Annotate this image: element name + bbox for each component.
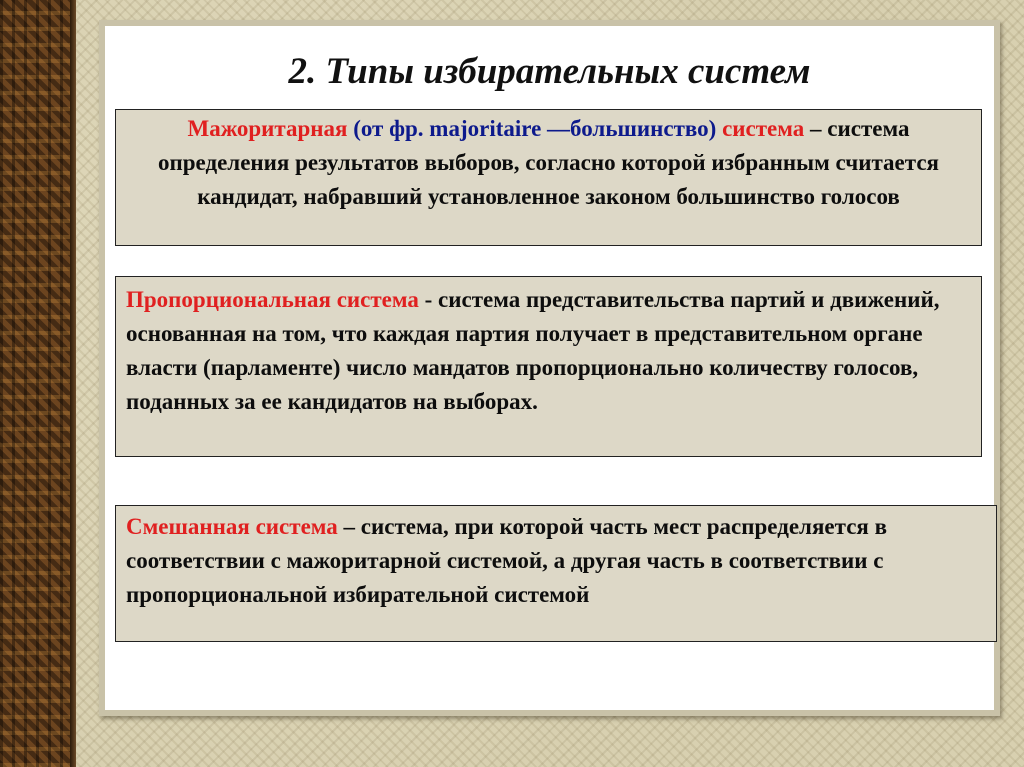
majoritarian-term-suffix: система: [722, 116, 805, 141]
majoritarian-definition: – система определения результатов выборов, согласно которой избранным считается кандидат, набравший установленное законом большинство голосов: [158, 116, 939, 209]
proportional-definition: - система представительства партий и движений, основанная на том, что каждая партия получает в представительном органе власти (парламенте) число мандатов пропорционально количеству голосов, поданных за ее кандидатов на выборах.: [126, 287, 940, 414]
mixed-definition-box: [115, 505, 997, 642]
proportional-definition-box: [115, 276, 982, 457]
proportional-term: Пропорциональная система: [126, 287, 419, 312]
wood-strip-edge: [70, 0, 76, 767]
majoritarian-origin: (от фр. majoritaire —большинство): [347, 116, 723, 141]
slide-title: 2. Типы избирательных систем: [288, 51, 811, 92]
mixed-term: Смешанная система: [126, 514, 338, 539]
majoritarian-definition-box: [115, 109, 982, 246]
majoritarian-term: Мажоритарная: [187, 116, 348, 141]
mixed-definition: – система, при которой часть мест распределяется в соответствии с мажоритарной системой, а другая часть в соответствии с пропорциональной избирательной системой: [126, 514, 888, 607]
decorative-wood-strip: [0, 0, 76, 767]
